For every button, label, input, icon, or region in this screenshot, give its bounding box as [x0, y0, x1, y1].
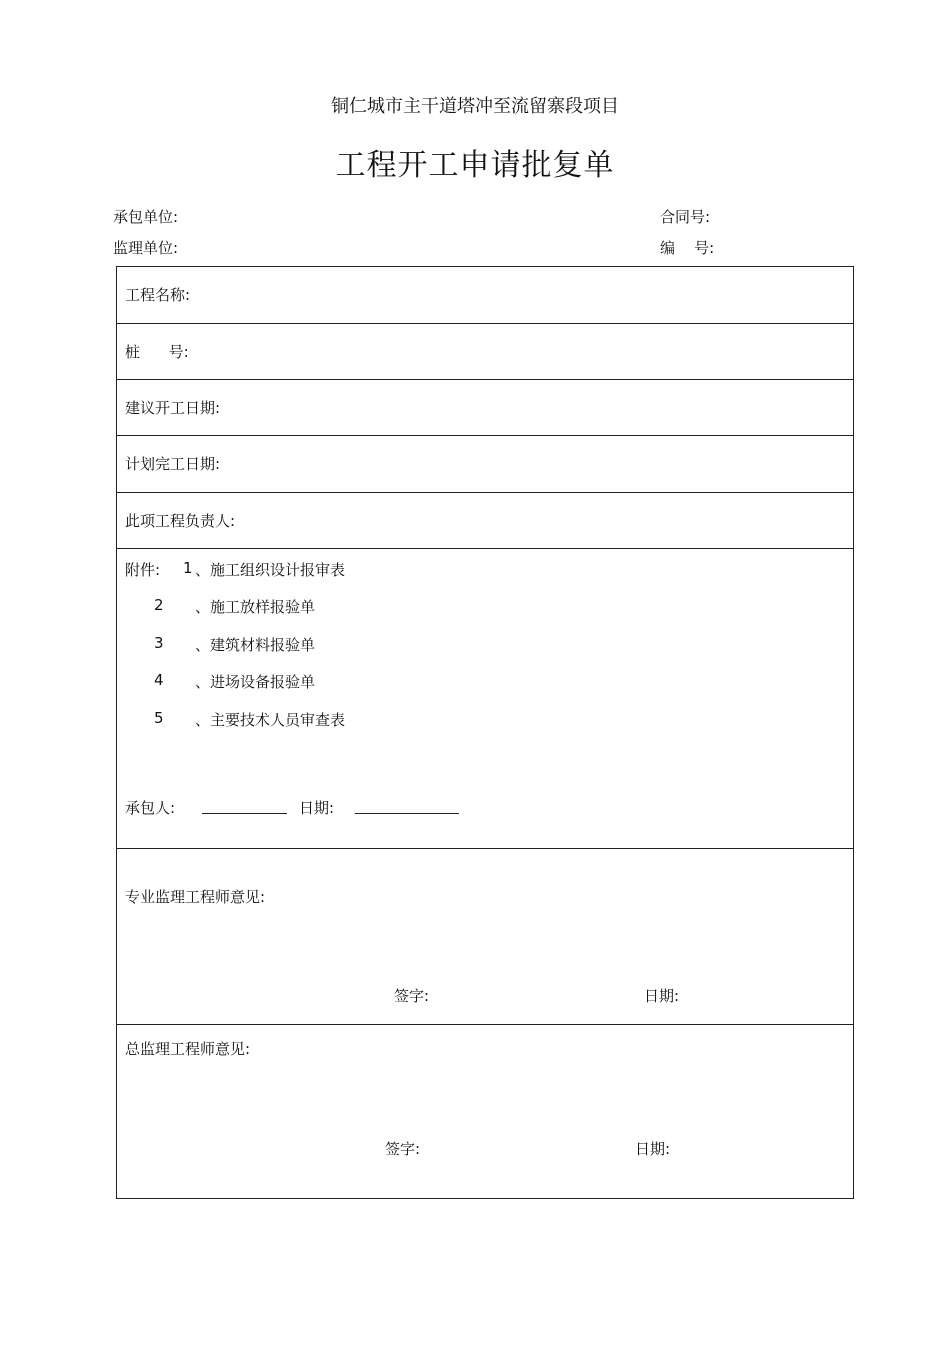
attachment-item: 、主要技术人员审查表: [195, 711, 346, 729]
project-name-label: 工程名称:: [125, 286, 191, 304]
serial-label: 编 号:: [660, 239, 715, 257]
contractor-label: 承包单位:: [113, 208, 179, 226]
engineer-opinion-label: 专业监理工程师意见:: [125, 888, 266, 906]
form-title: 工程开工申请批复单: [335, 148, 615, 183]
attachment-num: 4: [154, 671, 164, 689]
attachment-num: 1: [183, 559, 193, 577]
contract-no-label: 合同号:: [660, 208, 711, 226]
attachment-num: 3: [154, 634, 164, 652]
supervisor-label: 监理单位:: [113, 239, 179, 257]
contractor-sign-line[interactable]: [202, 813, 287, 814]
chief-opinion-label: 总监理工程师意见:: [125, 1040, 251, 1058]
application-form: [116, 266, 854, 1199]
attachment-item: 、施工放样报验单: [195, 598, 316, 616]
chief-sign-label: 签字:: [385, 1140, 421, 1158]
attachments-section: [117, 549, 853, 849]
finish-date-label: 计划完工日期:: [125, 455, 221, 473]
project-name-row[interactable]: [117, 267, 853, 324]
attachments-label: 附件:: [125, 561, 161, 579]
attachment-item: 、进场设备报验单: [195, 673, 316, 691]
stake-no-row[interactable]: [117, 324, 853, 380]
contractor-date-label: 日期:: [299, 799, 335, 817]
attachment-num: 2: [154, 596, 164, 614]
chief-date-label: 日期:: [635, 1140, 671, 1158]
start-date-row[interactable]: [117, 380, 853, 436]
start-date-label: 建议开工日期:: [125, 399, 221, 417]
attachment-item: 、施工组织设计报审表: [195, 561, 346, 579]
attachment-item: 、建筑材料报验单: [195, 636, 316, 654]
contractor-date-line[interactable]: [355, 813, 459, 814]
finish-date-row[interactable]: [117, 436, 853, 493]
chief-opinion-section[interactable]: [117, 1025, 853, 1198]
contractor-sign-label: 承包人:: [125, 799, 176, 817]
engineer-sign-label: 签字:: [394, 987, 430, 1005]
engineer-date-label: 日期:: [644, 987, 680, 1005]
responsible-label: 此项工程负责人:: [125, 512, 236, 530]
stake-no-label: 桩 号:: [125, 343, 189, 361]
project-subtitle: 铜仁城市主干道塔冲至流留寨段项目: [331, 96, 619, 117]
engineer-opinion-section[interactable]: [117, 849, 853, 1025]
attachment-num: 5: [154, 709, 164, 727]
responsible-row[interactable]: [117, 493, 853, 549]
